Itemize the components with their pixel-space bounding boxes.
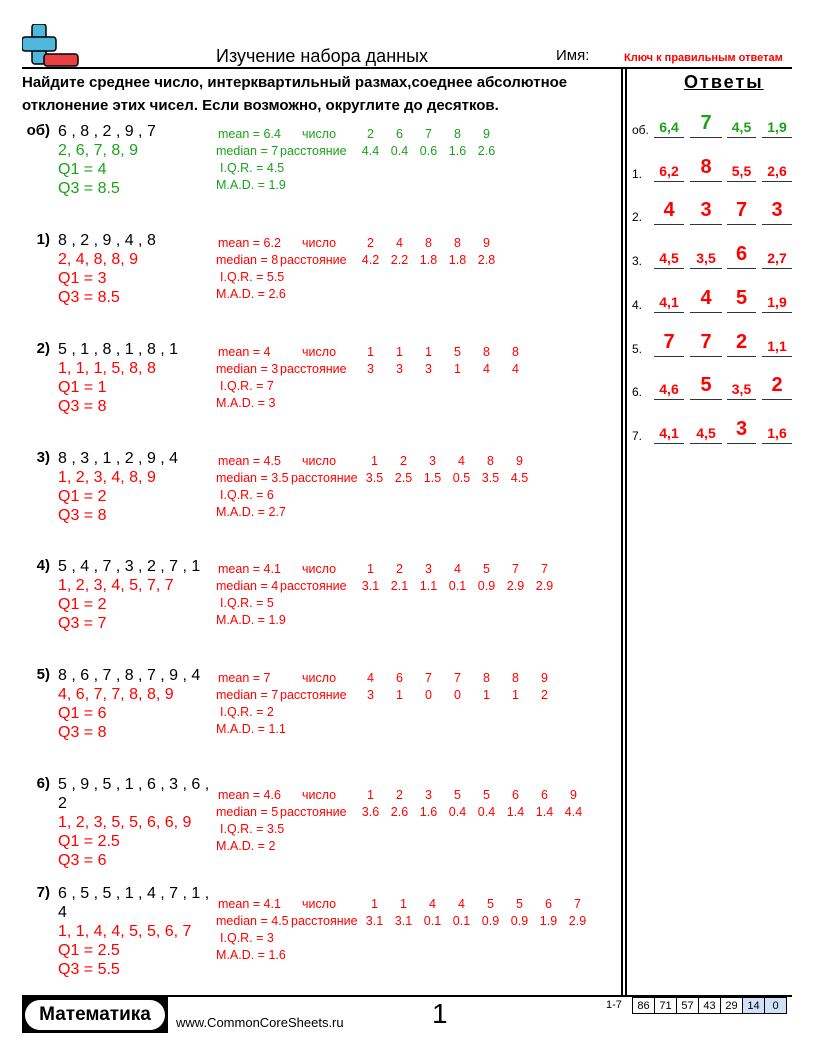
answers-title: Ответы [684,72,764,92]
distance-value: 1.4 [506,805,525,819]
q1-value: Q1 = 2.5 [58,833,120,850]
answer-row-label: 3. [632,254,643,269]
distance-value: 2 [541,688,548,702]
mean-value: mean = 4.6 [218,788,281,802]
answer-blank: 5 [727,283,756,313]
distance-value: 0.4 [448,805,467,819]
mean-value: mean = 4.5 [218,454,281,468]
problem [0,775,210,875]
sorted-number: 7 [425,127,432,141]
mad-value: M.A.D. = 1.9 [216,613,286,627]
answer-key-label: Ключ к правильным ответам [624,52,783,64]
problem [0,557,210,657]
answer-row-label: 2. [632,210,643,225]
sorted-number: 8 [454,127,461,141]
stats-block [216,787,616,857]
distance-value: 2.9 [568,914,587,928]
sorted-number: 8 [512,671,519,685]
median-value: median = 7 [216,144,279,158]
score-table [633,997,787,1014]
distance-value: 2.9 [535,579,554,593]
answer-row-label: 6. [632,385,643,400]
answer-blank: 7 [727,195,756,225]
mad-value: M.A.D. = 3 [216,396,276,410]
distance-value: 4 [483,362,490,376]
answer-row-label: 4. [632,297,643,312]
top-divider [22,67,792,69]
number-list-line: 8 , 6 , 7 , 8 , 7 , 9 , 4 [58,667,201,684]
distance-value: 1 [454,362,461,376]
distance-value: 4.4 [564,805,583,819]
iqr-value: I.Q.R. = 3 [220,931,274,945]
distance-value: 4.4 [361,144,380,158]
distance-value: 3.5 [481,471,500,485]
worksheet-title: Изучение набора данных [216,46,429,66]
mad-value: M.A.D. = 1.1 [216,722,286,736]
q3-value: Q3 = 8 [58,724,107,741]
sorted-number: 9 [570,788,577,802]
stats-block [216,561,616,631]
stats-block [216,235,616,305]
numbers-label: число [302,345,337,359]
iqr-value: I.Q.R. = 5.5 [220,270,285,284]
sorted-numbers: 1, 1, 4, 4, 5, 5, 6, 7 [58,923,192,940]
median-value: median = 4.5 [216,914,289,928]
mad-value: M.A.D. = 2.7 [216,505,286,519]
number-list-line: 5 , 4 , 7 , 3 , 2 , 7 , 1 [58,558,201,575]
sorted-number: 8 [454,236,461,250]
stats-block [216,896,616,966]
sorted-number: 1 [400,897,407,911]
distance-label: расстояние [280,253,347,267]
numbers-label: число [302,788,337,802]
numbers-label: число [302,897,337,911]
answer-blank: 4 [690,283,722,313]
q3-value: Q3 = 8.5 [58,180,120,197]
answer-blank: 7 [654,327,684,357]
distance-label: расстояние [280,362,347,376]
sorted-number: 8 [425,236,432,250]
sorted-number: 7 [425,671,432,685]
answer-row-label: 1. [632,166,643,181]
q1-value: Q1 = 4 [58,161,107,178]
answer-blank: 4,1 [654,414,684,444]
sorted-number: 5 [487,897,494,911]
answer-blank: 3 [727,414,756,444]
distance-label: расстояние [280,805,347,819]
q3-value: Q3 = 7 [58,615,107,632]
problem [0,231,210,331]
mean-value: mean = 4.1 [218,562,281,576]
distance-value: 1.4 [535,805,554,819]
distance-value: 0 [454,688,461,702]
distance-value: 4 [512,362,519,376]
problem [0,666,210,766]
problem-label: 3) [36,449,50,466]
sorted-number: 1 [396,345,403,359]
numbers-label: число [302,671,337,685]
distance-value: 3.1 [394,914,413,928]
sorted-numbers: 1, 2, 3, 4, 8, 9 [58,469,156,486]
mean-value: mean = 4.1 [218,897,281,911]
distance-value: 1.8 [419,253,438,267]
answer-blank: 6 [727,239,756,269]
answer-blank: 1,9 [762,283,792,313]
sorted-number: 6 [396,671,403,685]
iqr-value: I.Q.R. = 2 [220,705,274,719]
answer-blank: 6,2 [654,152,684,182]
sorted-number: 7 [541,562,548,576]
answer-blank: 8 [690,152,722,182]
distance-value: 2.5 [394,471,413,485]
median-value: median = 5 [216,805,279,819]
sorted-number: 4 [367,671,374,685]
q1-value: Q1 = 2 [58,596,107,613]
answer-blank: 4,5 [727,108,756,138]
problem [0,122,210,222]
sorted-number: 4 [429,897,436,911]
distance-value: 0.9 [481,914,500,928]
distance-value: 2.1 [390,579,409,593]
distance-label: расстояние [280,688,347,702]
distance-value: 3 [367,688,374,702]
problem-label: 5) [36,666,50,683]
answer-blank: 1,9 [762,108,792,138]
answer-row-label: 5. [632,341,643,356]
median-value: median = 4 [216,579,279,593]
answer-blank: 1,1 [762,327,792,357]
column-divider [621,69,627,997]
mean-value: mean = 6.4 [218,127,281,141]
answer-blank: 3,5 [727,370,756,400]
sorted-number: 9 [541,671,548,685]
distance-value: 2.6 [477,144,496,158]
score-cell: 43 [698,997,721,1014]
problem-label: 4) [36,557,50,574]
answer-blank: 5 [690,370,722,400]
answer-blank: 2 [762,370,792,400]
numbers-label: число [302,127,337,141]
distance-value: 3 [367,362,374,376]
iqr-value: I.Q.R. = 5 [220,596,274,610]
brand-logo [22,997,168,1033]
sorted-number: 7 [454,671,461,685]
q1-value: Q1 = 2 [58,488,107,505]
sorted-number: 4 [458,897,465,911]
distance-value: 1 [483,688,490,702]
answer-blank: 3,5 [690,239,722,269]
q3-value: Q3 = 8.5 [58,289,120,306]
mad-value: M.A.D. = 1.9 [216,178,286,192]
number-list-line: 5 , 1 , 8 , 1 , 8 , 1 [58,341,179,358]
distance-value: 1.6 [448,144,467,158]
sorted-number: 8 [512,345,519,359]
distance-value: 2.9 [506,579,525,593]
problem-label: об) [26,122,50,139]
distance-label: расстояние [291,471,358,485]
score-range: 1-7 [606,999,622,1011]
site-url: www.CommonCoreSheets.ru [176,1015,344,1030]
distance-value: 3 [396,362,403,376]
answer-blank: 2,7 [762,239,792,269]
numbers-label: число [302,562,337,576]
brand-text: Математика [25,1000,165,1030]
answer-blank: 7 [690,108,722,138]
q3-value: Q3 = 8 [58,507,107,524]
sorted-number: 5 [454,788,461,802]
answer-blank: 7 [690,327,722,357]
median-value: median = 7 [216,688,279,702]
problem-label: 6) [36,775,50,792]
distance-value: 1 [512,688,519,702]
sorted-number: 8 [483,671,490,685]
sorted-number: 2 [367,236,374,250]
iqr-value: I.Q.R. = 6 [220,488,274,502]
sorted-number: 2 [396,788,403,802]
sorted-number: 7 [512,562,519,576]
distance-value: 3 [425,362,432,376]
distance-value: 1.5 [423,471,442,485]
numbers-label: число [302,236,337,250]
sorted-number: 4 [458,454,465,468]
stats-block [216,126,616,196]
mean-value: mean = 7 [218,671,271,685]
mad-value: M.A.D. = 2.6 [216,287,286,301]
sorted-number: 2 [367,127,374,141]
sorted-number: 5 [516,897,523,911]
median-value: median = 3.5 [216,471,289,485]
sorted-number: 1 [367,788,374,802]
sorted-number: 6 [541,788,548,802]
median-value: median = 8 [216,253,279,267]
score-cell: 71 [654,997,677,1014]
answer-blank: 4,1 [654,283,684,313]
sorted-numbers: 2, 6, 7, 8, 9 [58,142,139,159]
answer-blank: 1,6 [762,414,792,444]
problem [0,449,210,549]
sorted-number: 1 [425,345,432,359]
sorted-number: 7 [574,897,581,911]
name-label: Имя: [556,47,590,64]
problem-label: 2) [36,340,50,357]
numbers-label: число [302,454,337,468]
sorted-number: 9 [483,236,490,250]
distance-value: 1.9 [539,914,558,928]
q1-value: Q1 = 1 [58,379,107,396]
sorted-number: 4 [454,562,461,576]
number-list-line: 5 , 9 , 5 , 1 , 6 , 3 , 6 , [58,776,210,793]
mean-value: mean = 4 [218,345,271,359]
page-number: 1 [432,998,448,1029]
answer-blank: 2 [727,327,756,357]
distance-value: 3.5 [365,471,384,485]
q1-value: Q1 = 6 [58,705,107,722]
answer-blank: 3 [762,195,792,225]
score-cell: 0 [764,997,787,1014]
distance-value: 0.4 [390,144,409,158]
distance-value: 3.1 [365,914,384,928]
score-cell: 86 [632,997,655,1014]
distance-value: 2.8 [477,253,496,267]
answer-row-label: об. [632,123,649,137]
distance-value: 4.2 [361,253,380,267]
sorted-number: 5 [454,345,461,359]
answer-blank: 4 [654,195,684,225]
sorted-number: 8 [487,454,494,468]
iqr-value: I.Q.R. = 7 [220,379,274,393]
distance-value: 0 [425,688,432,702]
sorted-number: 6 [396,127,403,141]
sorted-number: 1 [367,345,374,359]
number-list-line: 6 , 5 , 5 , 1 , 4 , 7 , 1 , [58,885,210,902]
sorted-number: 2 [400,454,407,468]
instructions: Найдите среднее число, интерквартильный размах,соеднее абсолютное отклонение этих чисел. Если возможно, округлите до десятков. [22,74,568,114]
logo-plus-minus-icon [22,24,80,68]
distance-value: 2.6 [390,805,409,819]
distance-label: расстояние [280,579,347,593]
answer-row-label: 7. [632,428,643,443]
sorted-number: 1 [367,562,374,576]
number-list-line: 6 , 8 , 2 , 9 , 7 [58,123,156,140]
sorted-number: 3 [425,562,432,576]
sorted-numbers: 1, 2, 3, 4, 5, 7, 7 [58,577,174,594]
answer-blank: 4,5 [690,414,722,444]
sorted-number: 9 [483,127,490,141]
mad-value: M.A.D. = 1.6 [216,948,286,962]
number-list-line: 2 [58,795,67,812]
sorted-number: 3 [429,454,436,468]
distance-value: 0.5 [452,471,471,485]
sorted-number: 6 [545,897,552,911]
distance-value: 0.1 [452,914,471,928]
answer-blank: 6,4 [654,108,684,138]
distance-value: 1.8 [448,253,467,267]
iqr-value: I.Q.R. = 4.5 [220,161,285,175]
sorted-number: 9 [516,454,523,468]
sorted-number: 3 [425,788,432,802]
score-cell: 57 [676,997,699,1014]
stats-block [216,344,616,414]
sorted-number: 5 [483,788,490,802]
number-list-line: 8 , 3 , 1 , 2 , 9 , 4 [58,450,179,467]
problem-label: 7) [36,884,50,901]
sorted-number: 1 [371,897,378,911]
distance-value: 3.6 [361,805,380,819]
answer-blank: 5,5 [727,152,756,182]
iqr-value: I.Q.R. = 3.5 [220,822,285,836]
distance-value: 1.1 [419,579,438,593]
q3-value: Q3 = 8 [58,398,107,415]
stats-block [216,453,616,523]
answer-blank: 4,5 [654,239,684,269]
q3-value: Q3 = 5.5 [58,961,120,978]
stats-block [216,670,616,740]
answer-blank: 3 [690,195,722,225]
q1-value: Q1 = 3 [58,270,107,287]
answer-blank: 4,6 [654,370,684,400]
distance-value: 0.9 [477,579,496,593]
distance-value: 0.4 [477,805,496,819]
median-value: median = 3 [216,362,279,376]
sorted-numbers: 1, 2, 3, 5, 5, 6, 6, 9 [58,814,192,831]
sorted-number: 1 [371,454,378,468]
distance-value: 0.9 [510,914,529,928]
answer-blank: 2,6 [762,152,792,182]
mean-value: mean = 6.2 [218,236,281,250]
distance-value: 2.2 [390,253,409,267]
score-cell: 14 [742,997,765,1014]
problem [0,884,210,984]
sorted-number: 8 [483,345,490,359]
q3-value: Q3 = 6 [58,852,107,869]
distance-value: 0.1 [448,579,467,593]
sorted-number: 4 [396,236,403,250]
score-cell: 29 [720,997,743,1014]
sorted-numbers: 2, 4, 8, 8, 9 [58,251,139,268]
sorted-number: 5 [483,562,490,576]
q1-value: Q1 = 2.5 [58,942,120,959]
sorted-numbers: 1, 1, 1, 5, 8, 8 [58,360,156,377]
number-list-line: 8 , 2 , 9 , 4 , 8 [58,232,156,249]
mad-value: M.A.D. = 2 [216,839,276,853]
sorted-numbers: 4, 6, 7, 7, 8, 8, 9 [58,686,174,703]
problem [0,340,210,440]
distance-value: 1.6 [419,805,438,819]
distance-value: 4.5 [510,471,529,485]
sorted-number: 2 [396,562,403,576]
distance-value: 0.6 [419,144,438,158]
distance-label: расстояние [280,144,347,158]
number-list-line: 4 [58,904,67,921]
problem-label: 1) [36,231,50,248]
sorted-number: 6 [512,788,519,802]
distance-value: 1 [396,688,403,702]
distance-value: 3.1 [361,579,380,593]
distance-label: расстояние [291,914,358,928]
distance-value: 0.1 [423,914,442,928]
